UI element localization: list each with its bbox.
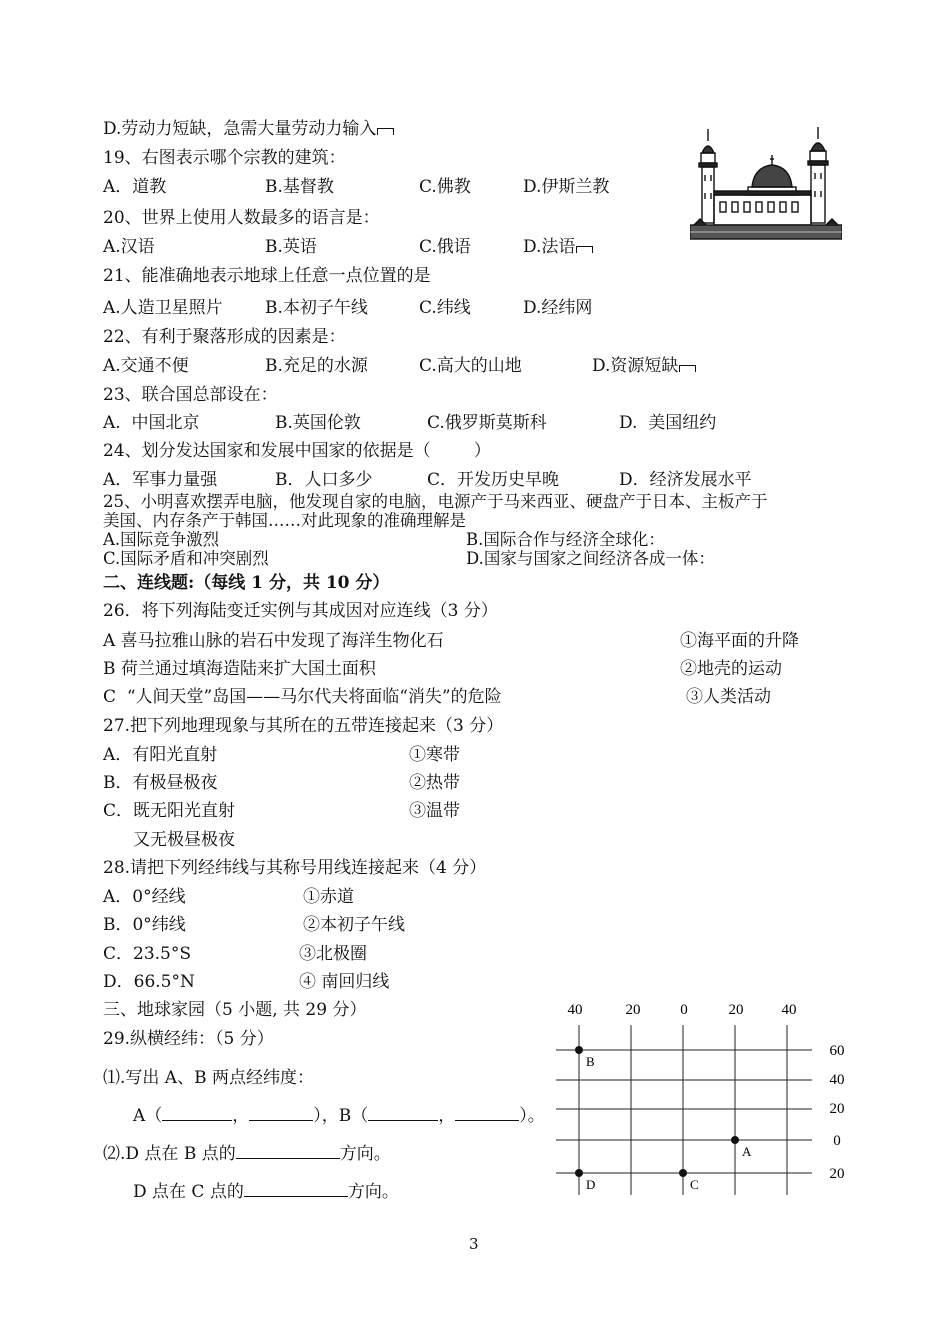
q25-option-b: B.国际合作与经济全球化： — [466, 530, 665, 549]
q29-stem: 29.纵横经纬：（5 分） — [103, 1029, 274, 1049]
q28-name-4: ④ 南回归线 — [299, 972, 390, 992]
q25-option-a: A.国际竞争激烈 — [103, 530, 220, 549]
q28-item-c: C．23.5°S — [103, 944, 192, 964]
longitude-tick-label: 20 — [625, 1002, 641, 1018]
q29-part-3: D 点在 C 点的 方向。 — [133, 1182, 399, 1202]
blank-b-lon[interactable] — [368, 1104, 438, 1121]
q26-item-c: C “人间天堂”岛国——马尔代夫将面临“消失”的危险 — [103, 687, 502, 707]
latitude-tick-label: 60 — [829, 1043, 845, 1059]
q28-name-1: ①赤道 — [303, 887, 354, 907]
q23-option-a: A. 中国北京 — [103, 413, 200, 433]
blank-a-lon[interactable] — [162, 1104, 232, 1121]
q28-item-a: A．0°经线 — [103, 887, 186, 907]
bracket-mark-icon — [679, 365, 696, 372]
q26-cause-3: ③人类活动 — [686, 687, 771, 707]
q21-option-a: A.人造卫星照片 — [103, 298, 223, 318]
q19-option-b: B.基督教 — [265, 177, 334, 197]
q25-stem-line1: 25、小明喜欢摆弄电脑，他发现自家的电脑，电源产于马来西亚、硬盘产于日本、主板产于 — [103, 492, 768, 511]
q27-item-a: A．有阳光直射 — [103, 745, 218, 765]
bracket-mark-icon — [576, 246, 593, 253]
mosque-icon — [690, 127, 842, 239]
q20-option-c: C.俄语 — [419, 237, 471, 257]
q27-item-b: B．有极昼极夜 — [103, 773, 218, 793]
q22-option-d: D.资源短缺 — [592, 355, 696, 377]
q24-option-c: C．开发历史早晚 — [427, 470, 560, 490]
q28-name-2: ②本初子午线 — [303, 915, 405, 935]
q26-cause-1: ①海平面的升降 — [680, 631, 799, 651]
q26-cause-2: ②地壳的运动 — [680, 659, 782, 679]
page-number: 3 — [469, 1235, 479, 1253]
q28-name-3: ③北极圈 — [299, 944, 367, 964]
point-a-label: A — [742, 1144, 752, 1159]
point-d-marker — [575, 1169, 583, 1177]
q24-stem: 24、划分发达国家和发展中国家的依据是（ ） — [103, 441, 491, 461]
q24-option-d: D．经济发展水平 — [619, 470, 752, 490]
q26-item-b: B 荷兰通过填海造陆来扩大国土面积 — [103, 659, 376, 679]
longitude-tick-label: 0 — [680, 1002, 688, 1018]
q19-option-d: D.伊斯兰教 — [523, 177, 610, 197]
q20-stem: 20、世界上使用人数最多的语言是： — [103, 208, 380, 228]
q23-stem: 23、联合国总部设在： — [103, 385, 278, 405]
q18-option-d: D.劳动力短缺，急需大量劳动力输入 — [103, 118, 394, 140]
point-b-label: B — [586, 1054, 595, 1069]
point-d-label: D — [586, 1177, 596, 1192]
q29-part-2: ⑵.D 点在 B 点的 方向。 — [103, 1144, 391, 1164]
q23-option-c: C.俄罗斯莫斯科 — [427, 413, 547, 433]
longitude-tick-label: 40 — [567, 1002, 583, 1018]
latitude-tick-label: 20 — [829, 1166, 845, 1182]
q27-zone-2: ②热带 — [409, 773, 460, 793]
q19-stem: 19、右图表示哪个宗教的建筑： — [103, 148, 346, 168]
q25-option-c: C.国际矛盾和冲突剧烈 — [103, 549, 269, 568]
q22-option-c: C.高大的山地 — [419, 356, 522, 376]
blank-a-lat[interactable] — [249, 1104, 313, 1121]
lat-lon-grid — [550, 995, 860, 1205]
q21-option-c: C.纬线 — [419, 298, 471, 318]
longitude-tick-label: 20 — [728, 1002, 744, 1018]
q27-zone-1: ①寒带 — [409, 745, 460, 765]
point-c-label: C — [690, 1177, 699, 1192]
blank-d-from-c[interactable] — [244, 1180, 348, 1197]
point-c-marker — [679, 1169, 687, 1177]
q28-item-d: D．66.5°N — [103, 972, 195, 992]
q27-zone-3: ③温带 — [409, 801, 460, 821]
longitude-tick-label: 40 — [781, 1002, 797, 1018]
q24-option-b: B．人口多少 — [275, 470, 373, 490]
q23-option-b: B.英国伦敦 — [275, 413, 361, 433]
q27-item-c-cont: 又无极昼极夜 — [133, 830, 235, 850]
q21-option-b: B.本初子午线 — [265, 298, 368, 318]
q19-option-a: A．道教 — [103, 177, 167, 197]
q27-stem: 27.把下列地理现象与其所在的五带连接起来（3 分） — [103, 716, 504, 736]
q27-item-c: C．既无阳光直射 — [103, 801, 236, 821]
q28-item-b: B．0°纬线 — [103, 915, 186, 935]
latitude-tick-label: 0 — [833, 1133, 841, 1149]
q22-stem: 22、有利于聚落形成的因素是： — [103, 327, 346, 347]
q29-part-1: ⑴.写出 A、B 两点经纬度： — [103, 1068, 314, 1088]
q20-option-b: B.英语 — [265, 237, 317, 257]
blank-b-lat[interactable] — [455, 1104, 519, 1121]
q21-stem: 21、能准确地表示地球上任意一点位置的是 — [103, 266, 431, 286]
q29-answer-line: A（ ， ），B（ ， ）。 — [133, 1106, 545, 1126]
q21-option-d: D.经纬网 — [523, 298, 593, 318]
latitude-tick-label: 20 — [829, 1101, 845, 1117]
q20-option-a: A.汉语 — [103, 237, 155, 257]
latitude-tick-label: 40 — [829, 1072, 845, 1088]
q25-option-d: D.国家与国家之间经济各成一体： — [466, 549, 715, 568]
q26-stem: 26．将下列海陆变迁实例与其成因对应连线（3 分） — [103, 601, 498, 621]
q22-option-a: A.交通不便 — [103, 356, 189, 376]
q23-option-d: D. 美国纽约 — [619, 413, 717, 433]
q26-item-a: A 喜马拉雅山脉的岩石中发现了海洋生物化石 — [103, 631, 444, 651]
q22-option-b: B.充足的水源 — [265, 356, 368, 376]
section-2-heading: 二、连线题:（每线 1 分，共 10 分） — [103, 573, 390, 593]
section-3-heading: 三、地球家园（5 小题, 共 29 分） — [103, 1000, 367, 1020]
q20-option-d: D.法语 — [523, 236, 593, 258]
mosque-illustration — [690, 125, 842, 243]
q28-stem: 28.请把下列经纬线与其称号用线连接起来（4 分） — [103, 858, 487, 878]
q24-option-a: A．军事力量强 — [103, 470, 218, 490]
q25-stem-line2: 美国、内存条产于韩国……对此现象的准确理解是 — [103, 511, 466, 530]
bracket-mark-icon — [377, 128, 394, 135]
blank-d-from-b[interactable] — [236, 1142, 340, 1159]
point-b-marker — [575, 1046, 583, 1054]
q19-option-c: C.佛教 — [419, 177, 471, 197]
point-a-marker — [731, 1136, 739, 1144]
